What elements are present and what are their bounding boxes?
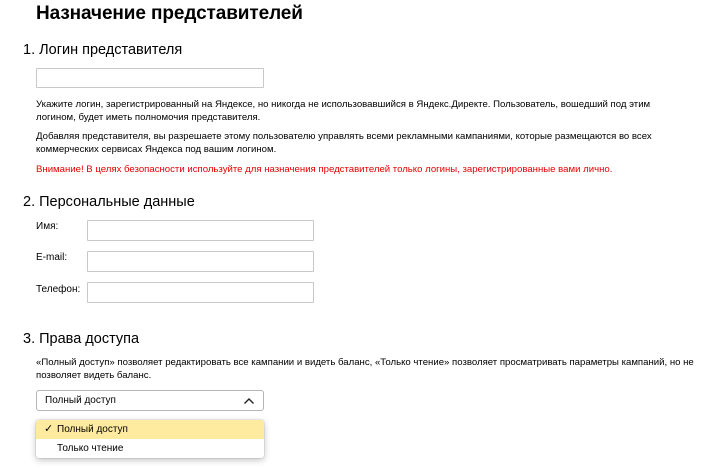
name-input[interactable] [87, 220, 314, 241]
security-warning: Внимание! В целях безопасности используйте для назначения представителей только логины, зарегистрированные вами лично. [36, 164, 613, 175]
page-title: Назначение представителей [36, 3, 303, 24]
phone-label: Телефон: [36, 284, 81, 295]
option-read-only[interactable] [36, 439, 264, 458]
section-title-access: 3. Права доступа [23, 331, 140, 347]
email-input[interactable] [87, 251, 314, 272]
section-title-login: 1. Логин представителя [23, 42, 183, 58]
access-dropdown-menu [36, 420, 264, 458]
consent-text: Добавляя представителя, вы разрешаете этому пользователю управлять всеми рекламными кампаниями, которые размещаются во всех коммерческих сервисах Яндекса под вашим логином. [36, 131, 652, 155]
option-label: Полный доступ [57, 424, 128, 435]
login-help-text: Укажите логин, зарегистрированный на Яндексе, но никогда не использовавшийся в Яндекс.Директе. Пользователь, вошедший под этим логином, будет иметь полномочия представителя. [36, 99, 651, 123]
access-select[interactable] [36, 390, 264, 411]
email-label: E-mail: [36, 252, 68, 263]
section-title-personal: 2. Персональные данные [23, 194, 195, 210]
chevron-up-icon [243, 397, 255, 405]
access-select-value: Полный доступ [45, 395, 116, 406]
access-description: «Полный доступ» позволяет редактировать все кампании и видеть баланс, «Только чтение» позволяет просматривать параметры кампаний, но не позволяет видеть баланс. [36, 357, 694, 381]
name-label: Имя: [36, 221, 59, 232]
option-label: Только чтение [57, 443, 124, 454]
login-input[interactable] [36, 68, 264, 88]
phone-input[interactable] [87, 282, 314, 303]
checkmark-icon: ✓ [44, 423, 54, 435]
option-full-access[interactable] [36, 420, 264, 439]
